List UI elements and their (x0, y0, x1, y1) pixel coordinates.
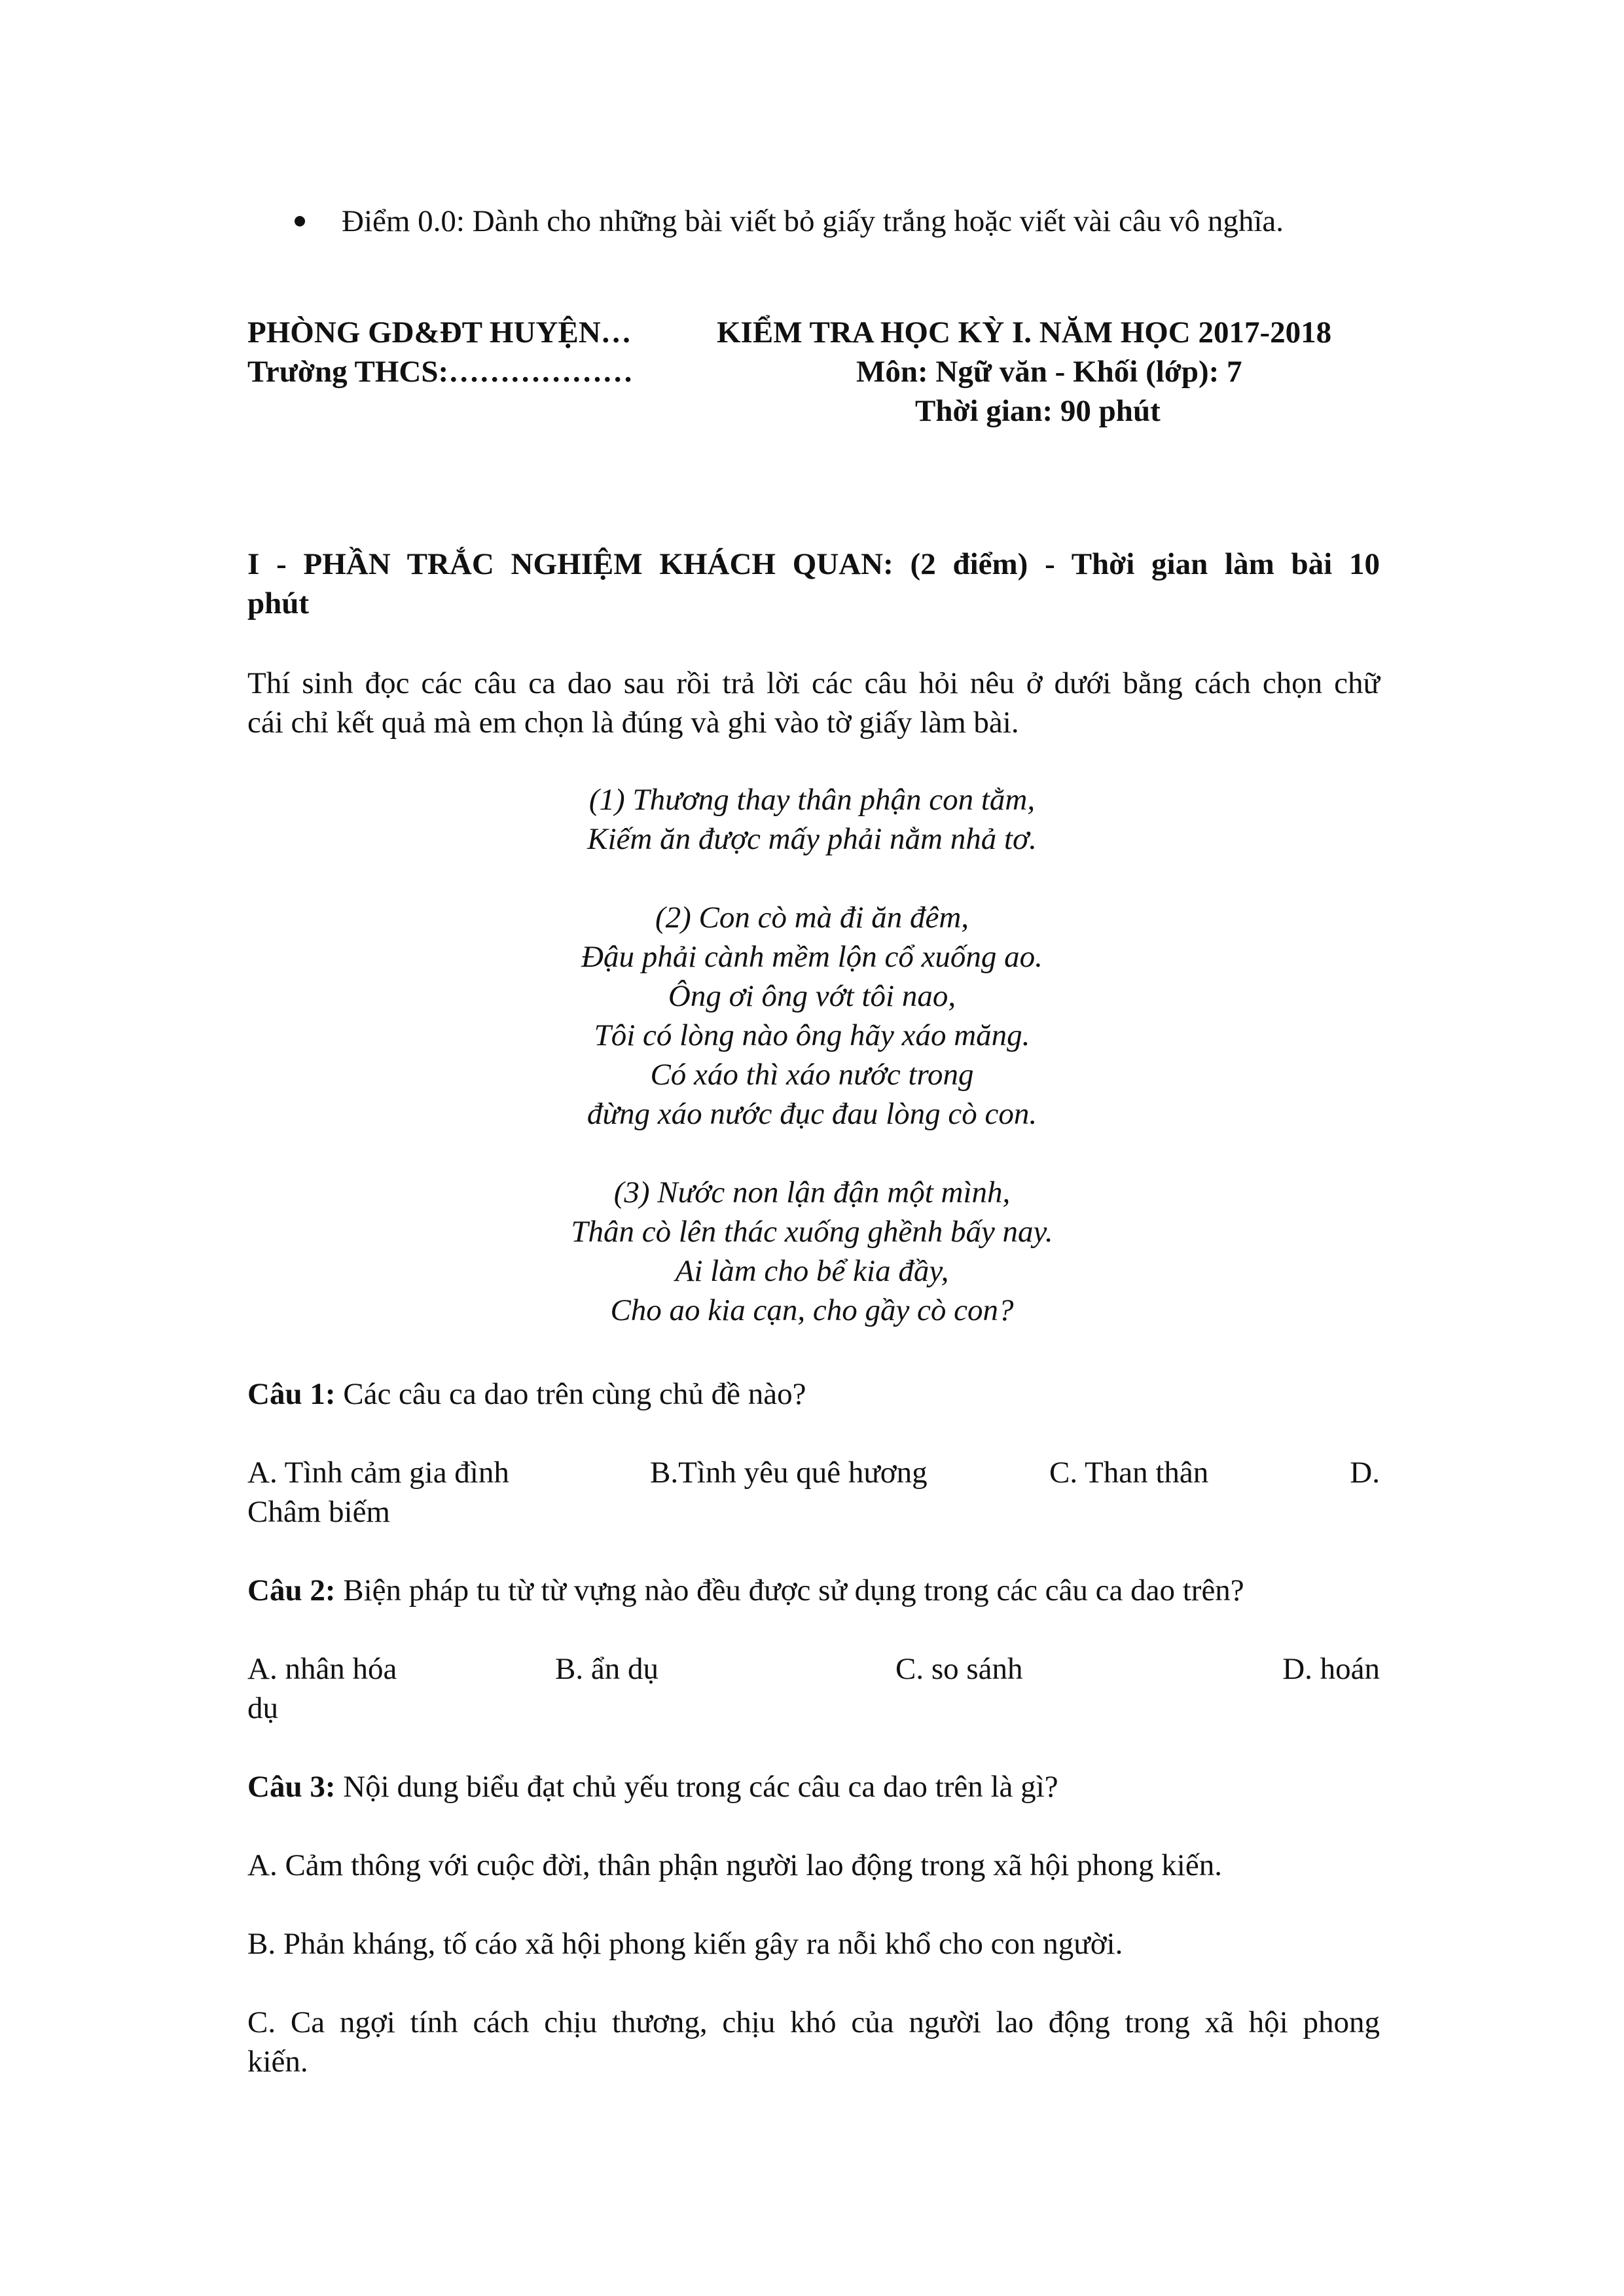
question-2 (247, 1571, 1244, 1610)
header-subject: Môn: Ngữ văn - Khối (lớp): 7 (856, 355, 1242, 389)
option-d: D. hoán (1282, 1652, 1380, 1686)
option-a: A. Tình cảm gia đình (247, 1456, 509, 1490)
option-c: C. Ca ngợi tính cách chịu thương, chịu khó của người lao động trong xã hội phong (247, 2005, 1380, 2039)
question-text: Các câu ca dao trên cùng chủ đề nào? (335, 1377, 806, 1411)
header-department: PHÒNG GD&ĐT HUYỆN… (247, 315, 632, 350)
header-school: Trường THCS:……………… (247, 355, 634, 389)
poem-2 (0, 898, 1624, 1134)
poem-line: Ông ơi ông vớt tôi nao, (668, 979, 956, 1013)
question-text: Nội dung biểu đạt chủ yếu trong các câu ca dao trên là gì? (335, 1770, 1058, 1804)
poem-line: Có xáo thì xáo nước trong (650, 1058, 974, 1092)
header-duration: Thời gian: 90 phút (915, 394, 1161, 428)
poem-line: Thân cò lên thác xuống ghềnh bấy nay. (571, 1215, 1053, 1249)
poem-line: (3) Nước non lận đận một mình, (613, 1175, 1011, 1210)
instruction-text-cont: cái chỉ kết quả mà em chọn là đúng và ghi vào tờ giấy làm bài. (247, 706, 1019, 740)
option-c: C. Than thân (1049, 1456, 1209, 1490)
poem-line: đừng xáo nước đục đau lòng cò con. (586, 1097, 1038, 1131)
option-a: A. nhân hóa (247, 1652, 397, 1686)
question-text: Biện pháp tu từ từ vựng nào đều được sử dụng trong các câu ca dao trên? (335, 1573, 1244, 1607)
option-c: C. so sánh (895, 1652, 1023, 1686)
bullet-icon (295, 216, 305, 226)
question-label: Câu 2: (247, 1573, 336, 1607)
poem-line: Đậu phải cành mềm lộn cổ xuống ao. (581, 940, 1043, 974)
option-b: B. ẩn dụ (555, 1652, 659, 1686)
poem-line: Ai làm cho bể kia đầy, (675, 1254, 949, 1288)
section-title-cont: phút (247, 586, 310, 620)
option-d-cont: dụ (247, 1691, 278, 1725)
option-d: D. (1350, 1456, 1380, 1490)
option-b: B.Tình yêu quê hương (650, 1456, 928, 1490)
header-exam-title: KIỂM TRA HỌC KỲ I. NĂM HỌC 2017-2018 (717, 315, 1332, 350)
poem-line: Cho ao kia cạn, cho gầy cò con? (610, 1293, 1014, 1327)
question-label: Câu 1: (247, 1377, 336, 1411)
option-b: B. Phản kháng, tố cáo xã hội phong kiến gây ra nỗi khổ cho con người. (247, 1927, 1123, 1961)
question-label: Câu 3: (247, 1770, 336, 1804)
bullet-text: Điểm 0.0: Dành cho những bài viết bỏ giấy trắng hoặc viết vài câu vô nghĩa. (342, 204, 1284, 238)
section-title: I - PHẦN TRẮC NGHIỆM KHÁCH QUAN: (2 điểm) - Thời gian làm bài 10 (247, 547, 1380, 581)
question-1 (247, 1374, 806, 1414)
poem-line: (2) Con cò mà đi ăn đêm, (655, 901, 969, 935)
poem-line: Kiếm ăn được mấy phải nằm nhả tơ. (587, 822, 1037, 856)
option-c-cont: kiến. (247, 2045, 308, 2079)
poem-3 (0, 1173, 1624, 1330)
poem-1 (0, 780, 1624, 859)
instruction-text: Thí sinh đọc các câu ca dao sau rồi trả lời các câu hỏi nêu ở dưới bằng cách chọn chữ (247, 666, 1380, 700)
option-a: A. Cảm thông với cuộc đời, thân phận người lao động trong xã hội phong kiến. (247, 1848, 1222, 1882)
option-d-cont: Châm biếm (247, 1495, 390, 1529)
poem-line: Tôi có lòng nào ông hãy xáo măng. (594, 1018, 1030, 1052)
question-3 (247, 1767, 1058, 1806)
poem-line: (1) Thương thay thân phận con tằm, (588, 783, 1036, 817)
